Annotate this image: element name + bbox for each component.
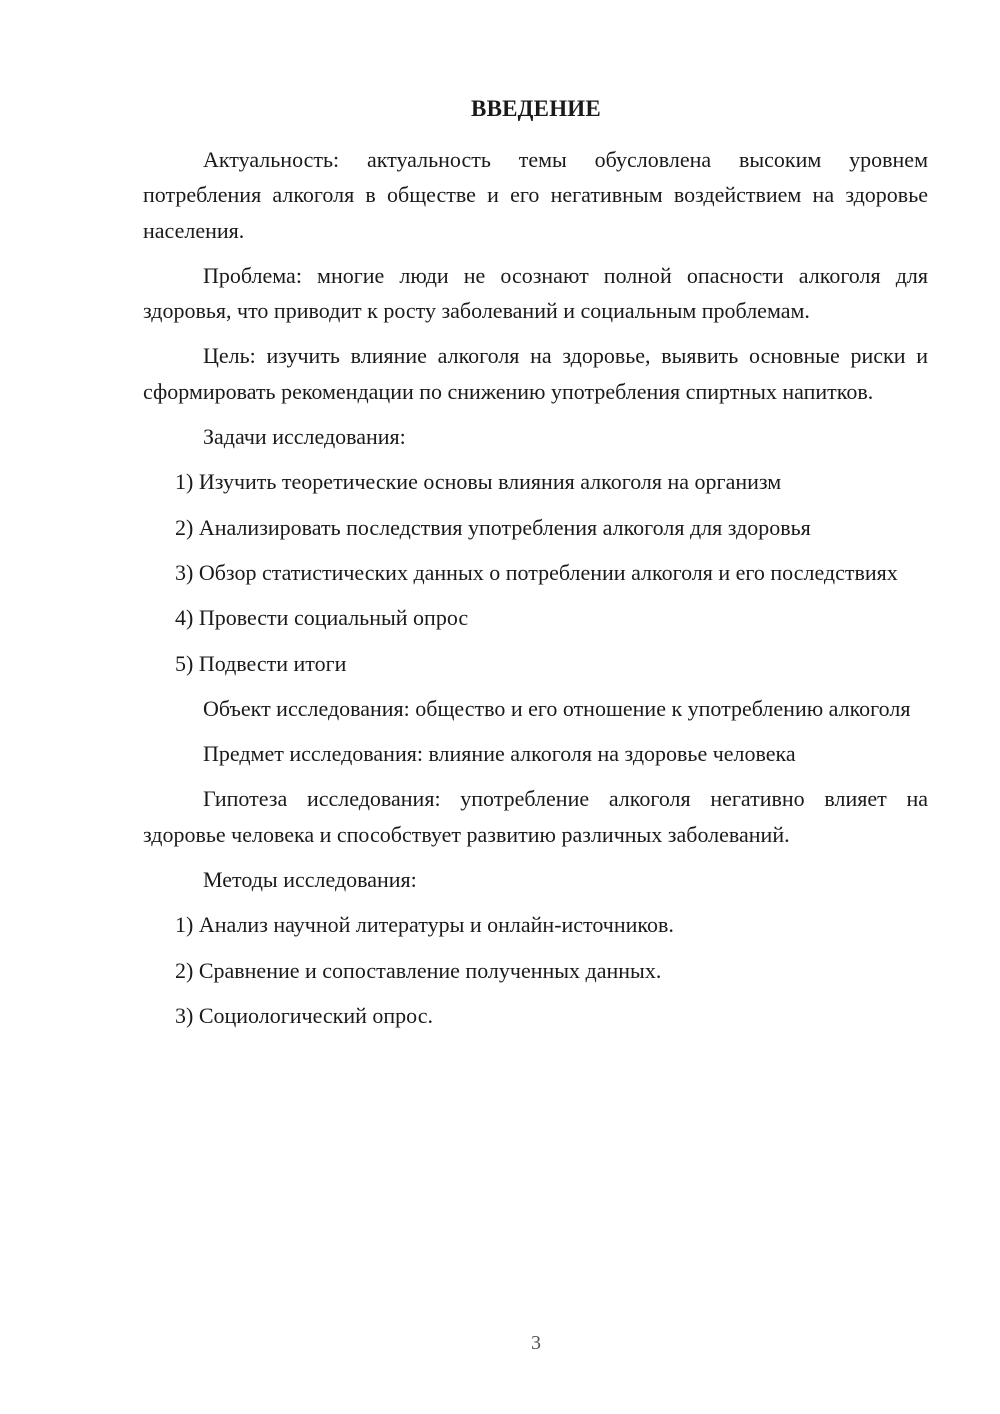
task-item-1: 1) Изучить теоретические основы влияния алкоголя на организм (175, 469, 782, 495)
introduction-body (143, 142, 928, 1043)
method-item-2: 2) Сравнение и сопоставление полученных данных. (175, 957, 662, 983)
section-heading: ВВЕДЕНИЕ (471, 96, 601, 121)
relevance-paragraph: Актуальность: актуальность темы обусловлена высоким уровнем потребления алкоголя в обществе и его негативным воздействием на здоровье населения. (143, 147, 928, 243)
task-item-3: 3) Обзор статистических данных о потреблении алкоголя и его последствиях (175, 559, 898, 585)
tasks-intro: Задачи исследования: (203, 424, 406, 450)
subject-paragraph: Предмет исследования: влияние алкоголя на здоровье человека (203, 741, 796, 767)
problem-paragraph: Проблема: многие люди не осознают полной опасности алкоголя для здоровья, что приводит к росту заболеваний и социальным проблемам. (143, 262, 928, 324)
methods-intro: Методы исследования: (203, 867, 417, 893)
page-number: 3 (531, 1332, 541, 1354)
task-item-5: 5) Подвести итоги (175, 650, 347, 676)
object-paragraph: Объект исследования: общество и его отношение к употреблению алкоголя (203, 695, 911, 721)
method-item-3: 3) Социологический опрос. (175, 1002, 433, 1028)
task-item-2: 2) Анализировать последствия употребления алкоголя для здоровья (175, 514, 811, 540)
method-item-1: 1) Анализ научной литературы и онлайн-источников. (175, 912, 674, 938)
task-item-4: 4) Провести социальный опрос (175, 605, 469, 631)
hypothesis-paragraph: Гипотеза исследования: употребление алкоголя негативно влияет на здоровье человека и способствует развитию различных заболеваний. (143, 786, 928, 847)
goal-paragraph: Цель: изучить влияние алкоголя на здоровье, выявить основные риски и сформировать рекомендации по снижению употребления спиртных напитков. (143, 343, 928, 404)
